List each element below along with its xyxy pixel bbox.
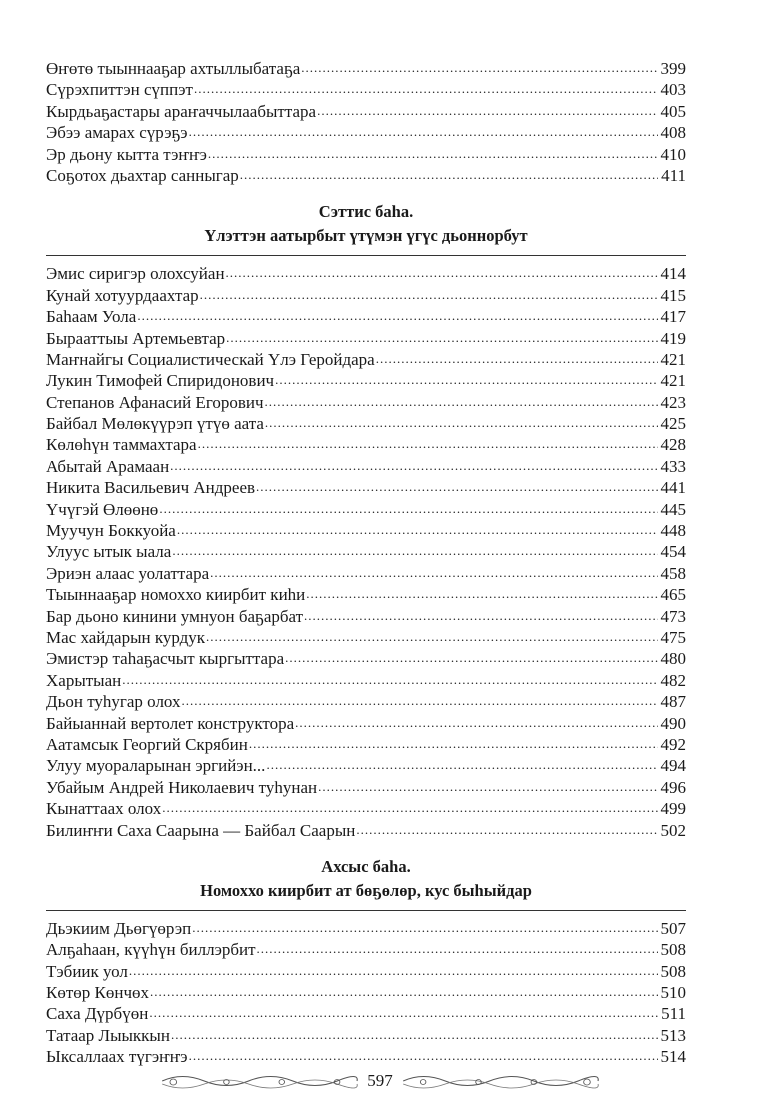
entry-page-number: 510 xyxy=(660,983,686,1003)
entry-page-number: 492 xyxy=(660,734,686,754)
dot-leader xyxy=(137,304,657,326)
dot-leader xyxy=(265,390,658,412)
dot-leader xyxy=(356,818,657,840)
toc-entry xyxy=(46,691,686,712)
entry-page-number: 433 xyxy=(660,456,686,476)
toc-entry xyxy=(46,961,686,982)
page-footer xyxy=(160,1066,600,1096)
entry-title: Кынаттаах олох xyxy=(46,799,162,819)
dot-leader xyxy=(295,711,657,733)
entry-title: Абытай Арамаан xyxy=(46,456,170,476)
toc-entry xyxy=(46,648,686,669)
toc-entry xyxy=(46,670,686,691)
entry-title: Ыксаллаах түгэҥҥэ xyxy=(46,1047,188,1067)
entry-title: Маҥнайгы Социалистическай Үлэ Геройдара xyxy=(46,349,375,369)
entry-title: Татаар Лыыккын xyxy=(46,1025,170,1045)
entry-title: Алҕаһаан, күүһүн биллэрбит xyxy=(46,940,256,960)
entry-page-number: 465 xyxy=(660,585,686,605)
entry-page-number: 419 xyxy=(660,328,686,348)
toc-entry xyxy=(46,434,686,455)
entry-page-number: 475 xyxy=(660,627,686,647)
entry-page-number: 490 xyxy=(660,713,686,733)
toc-entry xyxy=(46,820,686,841)
dot-leader xyxy=(240,163,658,185)
entry-page-number: 405 xyxy=(660,101,686,121)
toc-entry xyxy=(46,777,686,798)
section-subtitle: Номоххо киирбит ат бөҕөлөр, кус быһыйдар xyxy=(200,880,532,900)
entry-title: Степанов Афанасий Егорович xyxy=(46,392,264,412)
entry-page-number: 441 xyxy=(660,478,686,498)
ornament-right-icon xyxy=(401,1070,600,1092)
toc-entry xyxy=(46,606,686,627)
toc-entry xyxy=(46,477,686,498)
toc-entry xyxy=(46,79,686,100)
entry-title: Үчүгэй Өлөөнө xyxy=(46,499,159,519)
toc-entry xyxy=(46,165,686,186)
entry-page-number: 494 xyxy=(660,756,686,776)
dot-leader xyxy=(318,775,657,797)
dot-leader xyxy=(376,347,658,369)
entry-page-number: 480 xyxy=(660,649,686,669)
entry-page-number: 513 xyxy=(660,1025,686,1045)
entry-title: Убайым Андрей Николаевич туһунан xyxy=(46,777,318,797)
toc-entry xyxy=(46,520,686,541)
entry-page-number: 508 xyxy=(660,940,686,960)
entry-page-number: 414 xyxy=(660,264,686,284)
entry-page-number: 423 xyxy=(660,392,686,412)
entry-title: Никита Васильевич Андреев xyxy=(46,478,256,498)
entry-title: Сүрэхпиттэн сүппэт xyxy=(46,80,193,100)
dot-leader xyxy=(275,368,657,390)
toc-group-2 xyxy=(46,263,686,841)
dot-leader xyxy=(150,980,657,1002)
entry-page-number: 473 xyxy=(660,606,686,626)
dot-leader xyxy=(257,937,658,959)
toc-entry xyxy=(46,456,686,477)
dot-leader xyxy=(306,582,657,604)
entry-page-number: 448 xyxy=(660,521,686,541)
entry-page-number: 425 xyxy=(660,414,686,434)
dot-leader xyxy=(172,539,657,561)
section-title: Ахсыс баһа. xyxy=(321,856,411,876)
dot-leader xyxy=(317,99,657,121)
dot-leader xyxy=(285,646,657,668)
toc-entry xyxy=(46,939,686,960)
toc-entry xyxy=(46,263,686,284)
entry-title: Көтөр Көнчөх xyxy=(46,983,150,1003)
entry-title: Тэбиик уол xyxy=(46,961,128,981)
dot-leader xyxy=(256,475,657,497)
toc-entry xyxy=(46,563,686,584)
entry-page-number: 487 xyxy=(660,692,686,712)
dot-leader xyxy=(129,959,658,981)
toc-entry xyxy=(46,734,686,755)
entry-page-number: 445 xyxy=(660,499,686,519)
entry-page-number: 428 xyxy=(660,435,686,455)
dot-leader xyxy=(189,120,658,142)
entry-page-number: 415 xyxy=(660,285,686,305)
toc-entry xyxy=(46,1046,686,1067)
toc-entry xyxy=(46,584,686,605)
entry-page-number: 454 xyxy=(660,542,686,562)
entry-title: Билиҥҥи Саха Саарына — Байбал Саарын xyxy=(46,820,356,840)
toc-entry xyxy=(46,122,686,143)
entry-title: Эриэн алаас уолаттара xyxy=(46,563,210,583)
dot-leader xyxy=(210,561,657,583)
dot-leader xyxy=(226,326,657,348)
toc-entry xyxy=(46,370,686,391)
dot-leader xyxy=(182,689,658,711)
dot-leader xyxy=(301,56,657,78)
entry-title: Бырааттыы Артемьевтар xyxy=(46,328,226,348)
entry-title: Бар дьоно кинини умнуон баҕарбат xyxy=(46,606,304,626)
dot-leader xyxy=(304,604,657,626)
entry-title: Баһаам Уола xyxy=(46,307,137,327)
section-subtitle: Үлэттэн аатырбыт үтүмэн үгүс дьоннорбут xyxy=(204,226,528,246)
section-8-heading xyxy=(46,855,686,903)
entry-title: Улуус ытык ыала xyxy=(46,542,172,562)
entry-page-number: 417 xyxy=(660,307,686,327)
dot-leader xyxy=(171,1023,658,1045)
toc-entry xyxy=(46,541,686,562)
toc-entry xyxy=(46,144,686,165)
dot-leader xyxy=(162,796,657,818)
entry-title: Байбал Мөлөкүүрэп үтүө аата xyxy=(46,414,264,434)
entry-title: Саха Дүрбүөн xyxy=(46,1004,149,1024)
entry-page-number: 399 xyxy=(660,59,686,78)
dot-leader xyxy=(206,625,657,647)
entry-page-number: 410 xyxy=(660,144,686,164)
section-7-heading xyxy=(46,200,686,248)
entry-title: Соҕотох дьахтар санныгар xyxy=(46,165,239,185)
toc-entry xyxy=(46,755,686,776)
entry-title: Эбээ амарах сүрэҕэ xyxy=(46,123,188,143)
toc-entry xyxy=(46,499,686,520)
entry-title: Эмистэр таһаҕасчыт кыргыттара xyxy=(46,649,285,669)
entry-title: Эр дьону кытта тэҥҥэ xyxy=(46,144,207,164)
dot-leader xyxy=(189,1044,658,1066)
dot-leader xyxy=(122,668,657,690)
entry-page-number: 408 xyxy=(660,123,686,143)
entry-page-number: 511 xyxy=(661,1004,686,1024)
toc-group-3 xyxy=(46,918,686,1068)
section-title: Сэттис баһа. xyxy=(318,202,414,222)
page-number: 597 xyxy=(367,1071,393,1090)
toc-entry xyxy=(46,627,686,648)
entry-page-number: 458 xyxy=(660,563,686,583)
entry-page-number: 421 xyxy=(660,371,686,391)
entry-title: Харытыан xyxy=(46,670,122,690)
dot-leader xyxy=(159,497,657,519)
entry-page-number: 411 xyxy=(661,165,686,185)
entry-title: Аатамсык Георгий Скрябин xyxy=(46,734,248,754)
toc-entry xyxy=(46,1025,686,1046)
entry-page-number: 421 xyxy=(660,349,686,369)
toc-entry xyxy=(46,1003,686,1024)
toc-entry xyxy=(46,982,686,1003)
toc-entry xyxy=(46,328,686,349)
entry-page-number: 508 xyxy=(660,961,686,981)
entry-title: Көлөһүн таммахтара xyxy=(46,435,197,455)
toc-entry xyxy=(46,285,686,306)
dot-leader xyxy=(249,732,658,754)
dot-leader xyxy=(266,753,657,775)
toc-entry xyxy=(46,392,686,413)
entry-title: Улуу муораларынан эргийэн... xyxy=(46,756,266,776)
entry-title: Байыаннай вертолет конструктора xyxy=(46,713,295,733)
entry-title: Муучун Боккуойа xyxy=(46,521,176,541)
entry-page-number: 514 xyxy=(660,1047,686,1067)
entry-title: Эмис сиригэр олохсуйан xyxy=(46,264,225,284)
toc-entry xyxy=(46,349,686,370)
toc-entry xyxy=(46,413,686,434)
entry-page-number: 507 xyxy=(660,918,686,938)
entry-title: Дьэкиим Дьөгүөрэп xyxy=(46,918,192,938)
toc-entry xyxy=(46,918,686,939)
dot-leader xyxy=(200,283,658,305)
toc-group-1 xyxy=(46,58,686,186)
entry-page-number: 403 xyxy=(660,80,686,100)
section-divider xyxy=(46,910,686,911)
dot-leader xyxy=(226,261,658,283)
entry-page-number: 482 xyxy=(660,670,686,690)
dot-leader xyxy=(149,1001,658,1023)
toc-entry xyxy=(46,58,686,79)
dot-leader xyxy=(177,518,658,540)
entry-title: Кунай хотуурдаахтар xyxy=(46,285,199,305)
entry-title: Өҥөтө тыыннааҕар ахтыллыбатаҕа xyxy=(46,59,301,78)
toc-entry xyxy=(46,713,686,734)
entry-page-number: 499 xyxy=(660,799,686,819)
dot-leader xyxy=(208,142,658,164)
entry-page-number: 502 xyxy=(660,820,686,840)
toc-entry xyxy=(46,101,686,122)
dot-leader xyxy=(265,411,658,433)
entry-page-number: 496 xyxy=(660,777,686,797)
toc-entry xyxy=(46,306,686,327)
dot-leader xyxy=(194,77,658,99)
entry-title: Дьон туһугар олох xyxy=(46,692,181,712)
entry-title: Лукин Тимофей Спиридонович xyxy=(46,371,275,391)
table-of-contents-page xyxy=(46,58,686,1068)
entry-title: Мас хайдарын курдук xyxy=(46,627,206,647)
dot-leader xyxy=(192,916,657,938)
toc-entry xyxy=(46,798,686,819)
section-divider xyxy=(46,255,686,256)
entry-title: Тыыннааҕар номоххо киирбит киһи xyxy=(46,585,306,605)
dot-leader xyxy=(170,454,657,476)
entry-title: Кырдьаҕастары араҥаччылаабыттара xyxy=(46,101,317,121)
dot-leader xyxy=(198,432,658,454)
ornament-left-icon xyxy=(160,1070,359,1092)
